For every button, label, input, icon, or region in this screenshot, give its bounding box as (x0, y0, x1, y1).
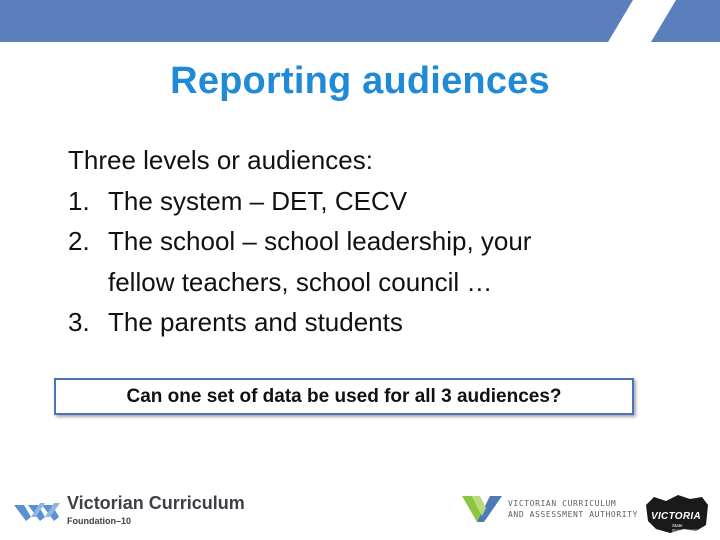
list-item-line: The system – DET, CECV (108, 185, 408, 216)
victorian-curriculum-logo-icon (14, 499, 62, 523)
victoria-sub-state: State (672, 523, 683, 528)
list-number: 2. (68, 226, 90, 256)
list-item-text (108, 221, 668, 302)
slide-title: Reporting audiences (170, 60, 550, 102)
list-item-text (108, 181, 668, 222)
vcaa-logo-line1: VICTORIAN CURRICULUM (508, 499, 617, 508)
vc-logo-title: Victorian Curriculum (67, 493, 245, 513)
list-item-1 (68, 181, 668, 222)
victorian-curriculum-logo (14, 493, 245, 533)
list-item-line: The school – school leadership, your (108, 226, 532, 256)
list-number: 3. (68, 307, 90, 337)
question-text: Can one set of data be used for all 3 audiences? (126, 385, 562, 407)
intro-text: Three levels or audiences: (68, 145, 373, 175)
list-item-line: The parents and students (108, 307, 403, 337)
footer-logos (0, 485, 720, 540)
list-item-3 (68, 302, 668, 343)
vcaa-logo-line2: AND ASSESSMENT AUTHORITY (508, 510, 638, 519)
list-item-line: fellow teachers, school council … (108, 266, 493, 297)
question-box (54, 378, 634, 415)
list-item-text (108, 302, 668, 343)
vc-logo-subtitle: Foundation–10 (67, 516, 132, 526)
victoria-wordmark: VICTORIA (651, 511, 701, 522)
list-item-2 (68, 221, 668, 302)
vcaa-logo-icon (460, 494, 504, 524)
victoria-state-government-logo (644, 491, 710, 535)
victoria-sub-government: Government (672, 528, 697, 533)
list-number: 1. (68, 185, 90, 216)
body-text (68, 140, 668, 343)
header-band (0, 0, 720, 42)
vcaa-logo (460, 494, 638, 524)
